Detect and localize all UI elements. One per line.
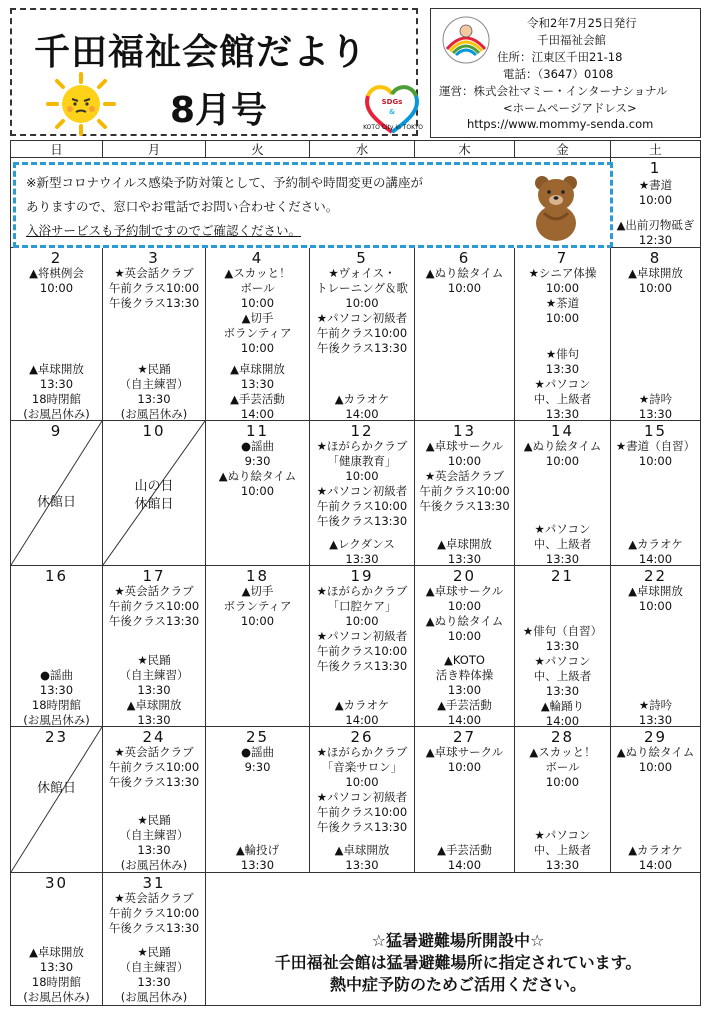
- event-ofuro: (お風呂休み): [120, 990, 188, 1004]
- event-gozen: 午前クラス10:00: [108, 281, 200, 295]
- event-karaoke: ▲カラオケ: [628, 537, 683, 551]
- event-time: 13:30: [545, 684, 580, 698]
- event-shigin: ★詩吟: [638, 698, 673, 712]
- day-number: 17: [142, 567, 166, 585]
- event-takkyu: ▲卓球開放: [628, 266, 683, 280]
- day-number: 23: [44, 728, 69, 746]
- event-kenko: 「健康教育」: [327, 454, 397, 468]
- event-sukatto-2: ボール: [545, 760, 580, 774]
- event-voice-2: トレーニング＆歌: [316, 281, 408, 295]
- day-number: 30: [44, 874, 69, 892]
- event-hamono: ▲出前刃物砥ぎ: [616, 218, 695, 232]
- event-eikaiwa: ★英会話クラブ: [114, 891, 194, 905]
- address: 住所：江東区千田21-18: [497, 50, 623, 64]
- day-8: [611, 248, 700, 421]
- event-time: 13:30: [39, 683, 74, 697]
- event-gogo: 午後クラス13:30: [108, 775, 200, 789]
- event-time: 10:00: [345, 469, 379, 483]
- sun-icon: [42, 72, 120, 136]
- event-pc: ★パソコン: [534, 828, 591, 842]
- event-ofuro: (お風呂休み): [120, 407, 188, 421]
- event-time: 10:00: [345, 614, 379, 628]
- event-gozen: 午前クラス10:00: [316, 499, 408, 513]
- event-gogo: 午後クラス13:30: [108, 614, 200, 628]
- event-close-time: 18時閉館: [31, 698, 82, 712]
- event-karaoke: ▲カラオケ: [334, 392, 390, 406]
- day-number: 14: [550, 422, 575, 440]
- event-time: 14:00: [638, 552, 673, 566]
- day-number: 9: [50, 422, 63, 440]
- day-19: [310, 566, 415, 727]
- event-time: 10:00: [545, 775, 580, 789]
- event-time: 10:00: [447, 629, 482, 643]
- event-time: 13:30: [638, 713, 673, 727]
- day-number: 27: [452, 728, 477, 746]
- day-26: [310, 727, 415, 873]
- day-number: 10: [142, 422, 166, 440]
- info-box: [430, 8, 701, 138]
- phone: 電話：（3647）0108: [503, 67, 614, 81]
- weekday-fri: 金: [515, 141, 611, 158]
- event-nurie: ▲ぬり絵タイム: [425, 614, 504, 628]
- event-ofuro: (お風呂休み): [120, 858, 188, 872]
- event-time: 10:00: [545, 454, 580, 468]
- newsletter-title: 千田福祉会館だより: [34, 32, 368, 73]
- event-yokyoku: ●謡曲: [240, 745, 275, 759]
- event-pc-mid: 中、上級者: [533, 537, 592, 551]
- event-time: 13:30: [240, 377, 275, 391]
- weekday-thu: 木: [415, 141, 515, 158]
- event-eikaiwa: ★英会話クラブ: [114, 584, 194, 598]
- notice-line-2: ありますので、窓口やお電話でお問い合わせください。: [26, 199, 339, 214]
- day-28: [515, 727, 611, 873]
- day-number: 5: [356, 249, 368, 267]
- event-gozen: 午前クラス10:00: [316, 644, 408, 658]
- day-number: 28: [550, 728, 575, 746]
- day-number: 4: [251, 249, 264, 267]
- event-time: 10:00: [345, 775, 379, 789]
- day-number: 3: [148, 249, 160, 267]
- event-eikaiwa: ★英会話クラブ: [114, 745, 194, 759]
- operator: 運営：株式会社マミー・インターナショナル: [439, 84, 668, 98]
- day-number: 11: [245, 422, 270, 440]
- event-time: 14:00: [447, 858, 482, 872]
- event-time: 13:30: [345, 858, 379, 872]
- event-gogo: 午後クラス13:30: [108, 296, 200, 310]
- event-gozen: 午前クラス10:00: [108, 906, 200, 920]
- day-4: [206, 248, 310, 421]
- heat-shelter-message: [216, 903, 700, 1006]
- homepage-url[interactable]: https://www.mommy-senda.com: [467, 117, 654, 131]
- holiday-label: 山の日: [134, 479, 174, 494]
- event-time: 13:30: [545, 552, 580, 566]
- event-close-time: 18時閉館: [31, 975, 82, 989]
- day-number: 31: [142, 874, 166, 892]
- day-number: 7: [556, 249, 569, 267]
- day-number: 29: [643, 728, 668, 746]
- day-27: [415, 727, 515, 873]
- event-time: 10:00: [447, 599, 482, 613]
- day-20: [415, 566, 515, 727]
- closed-label: 休館日: [134, 497, 174, 512]
- day-number: 13: [452, 422, 477, 440]
- event-pc-mid: 中、上級者: [533, 669, 592, 683]
- day-number: 16: [44, 567, 69, 585]
- day-17: [103, 566, 206, 727]
- event-volunteer: ボランティア: [223, 326, 292, 340]
- event-senior: ★シニア体操: [528, 266, 597, 280]
- day-15: [611, 421, 700, 566]
- event-ofuro: (お風呂休み): [23, 713, 90, 727]
- notice-box: [13, 162, 613, 248]
- mascot-logo: [439, 15, 493, 65]
- event-time: 10:00: [345, 296, 379, 310]
- day-1: [611, 158, 700, 248]
- event-koto-2: 活き粋体操: [435, 668, 494, 682]
- event-time: 13:30: [638, 407, 673, 421]
- event-time: 13:30: [137, 975, 171, 989]
- day-number: 1: [649, 159, 662, 177]
- weekday-wed: 水: [310, 141, 415, 158]
- event-time: 13:30: [447, 552, 482, 566]
- day-number: 19: [350, 567, 374, 585]
- closed-slash: [11, 727, 102, 872]
- event-pc-mid: 中、上級者: [533, 843, 592, 857]
- event-time: 14:00: [240, 407, 275, 421]
- event-time: 10:00: [545, 311, 580, 325]
- event-gogo: 午後クラス13:30: [316, 820, 408, 834]
- day-number: 6: [458, 249, 471, 267]
- event-time: 13:30: [137, 392, 171, 406]
- event-pc: ★パソコン: [534, 654, 591, 668]
- event-time: 10:00: [240, 296, 275, 310]
- event-takkyu: ▲卓球開放: [628, 584, 683, 598]
- event-gogo: 午後クラス13:30: [419, 499, 510, 513]
- event-wa-odori: ▲輪踊り: [540, 699, 585, 713]
- event-jishu: （自主練習）: [119, 668, 189, 682]
- day-number: 12: [350, 422, 374, 440]
- day-2: [11, 248, 103, 421]
- event-recdance: ▲レクダンス: [329, 537, 395, 551]
- event-time: 13:30: [39, 960, 74, 974]
- event-time: 12:30: [638, 233, 673, 247]
- event-eikaiwa: ★英会話クラブ: [114, 266, 194, 280]
- event-time: 13:30: [345, 552, 379, 566]
- event-time: 13:30: [137, 713, 171, 727]
- day-25: [206, 727, 310, 873]
- weekday-mon: 月: [103, 141, 206, 158]
- event-takkyu: ▲卓球開放: [29, 362, 84, 376]
- event-nurie: ▲ぬり絵タイム: [425, 266, 504, 280]
- event-time: 10:00: [638, 281, 673, 295]
- event-time: 13:00: [447, 683, 482, 697]
- day-9: [11, 421, 103, 566]
- event-time: 13:30: [39, 377, 74, 391]
- shelter-heading: ☆猛暑避難場所開設中☆: [371, 931, 545, 950]
- event-time: 10:00: [638, 760, 673, 774]
- event-time: 10:00: [240, 341, 275, 355]
- event-time: 13:30: [137, 683, 171, 697]
- calendar: [10, 140, 701, 1006]
- event-gozen: 午前クラス10:00: [316, 805, 408, 819]
- event-time: 9:30: [244, 760, 271, 774]
- event-nurie: ▲ぬり絵タイム: [616, 745, 695, 759]
- event-gozen: 午前クラス10:00: [108, 760, 200, 774]
- event-shogi: ▲将棋例会: [29, 266, 84, 280]
- event-karaoke: ▲カラオケ: [334, 698, 390, 712]
- bear-icon: [530, 173, 582, 241]
- notice-line-1: ※新型コロナウイルス感染予防対策として、予約制や時間変更の講座が: [26, 175, 423, 190]
- event-shugei: ▲手芸活動: [230, 392, 285, 406]
- event-time: 10:00: [545, 281, 580, 295]
- day-number: 26: [350, 728, 374, 746]
- closed-label: 休館日: [36, 781, 76, 796]
- event-pc-beginner: ★パソコン初級者: [316, 629, 408, 643]
- shelter-line-2: 千田福祉会館は猛暑避難場所に指定されています。: [274, 953, 642, 972]
- svg-text:&: &: [388, 108, 396, 116]
- event-time: 10:00: [447, 760, 482, 774]
- day-22: [611, 566, 700, 727]
- event-minyo: ★民踊: [137, 362, 171, 376]
- day-11: [206, 421, 310, 566]
- day-number: 21: [550, 567, 575, 585]
- event-takkyu: ▲卓球開放: [230, 362, 285, 376]
- day-number: 2: [50, 249, 63, 267]
- weekday-tue: 火: [206, 141, 310, 158]
- event-time: 13:30: [545, 362, 580, 376]
- event-sukatto: ▲スカッと！: [224, 266, 291, 280]
- event-gozen: 午前クラス10:00: [316, 326, 408, 340]
- day-number: 8: [649, 249, 662, 267]
- day-14: [515, 421, 611, 566]
- event-sado: ★茶道: [545, 296, 580, 310]
- event-volunteer: ボランティア: [223, 599, 292, 613]
- event-minyo: ★民踊: [137, 945, 171, 959]
- day-number: 25: [245, 728, 270, 746]
- event-takkyu: ▲卓球開放: [126, 698, 182, 712]
- issue-label: 8月号: [170, 90, 268, 131]
- weekday-sun: 日: [11, 141, 103, 158]
- event-time: 10:00: [447, 454, 482, 468]
- event-sukatto-2: ボール: [240, 281, 275, 295]
- day-3: [103, 248, 206, 421]
- event-gogo: 午後クラス13:30: [316, 514, 408, 528]
- day-23: [11, 727, 103, 873]
- event-minyo: ★民踊: [137, 653, 171, 667]
- day-30: [11, 873, 103, 1006]
- day-number: 20: [452, 567, 477, 585]
- event-ofuro: (お風呂休み): [23, 407, 90, 421]
- event-ofuro: (お風呂休み): [23, 990, 90, 1004]
- day-29: [611, 727, 700, 873]
- event-eikaiwa: ★英会話クラブ: [424, 469, 505, 483]
- issue-date: 令和2年7月25日発行: [527, 16, 637, 30]
- day-5: [310, 248, 415, 421]
- event-shugei: ▲手芸活動: [437, 698, 492, 712]
- event-time: 10:00: [638, 599, 673, 613]
- day-number: 24: [142, 728, 166, 746]
- day-6: [415, 248, 515, 421]
- event-time: 14:00: [638, 858, 673, 872]
- event-time: 10:00: [240, 484, 275, 498]
- event-voice: ★ヴォイス・: [328, 266, 396, 280]
- event-shugei: ▲手芸活動: [437, 843, 492, 857]
- event-takkyu-circle: ▲卓球サークル: [425, 584, 504, 598]
- org-name: 千田福祉会館: [537, 33, 606, 47]
- event-time: 14:00: [447, 713, 482, 727]
- day-number: 18: [245, 567, 270, 585]
- event-time: 10:00: [638, 454, 673, 468]
- event-time: 13:30: [545, 407, 580, 421]
- title-box: [10, 8, 423, 136]
- weekday-sat: 土: [611, 141, 700, 158]
- event-time: 10:00: [638, 193, 673, 207]
- event-jishu: （自主練習）: [119, 828, 189, 842]
- event-haiku: ★俳句: [545, 347, 580, 361]
- event-gogo: 午後クラス13:30: [316, 659, 408, 673]
- event-time: 14:00: [345, 407, 379, 421]
- event-pc-mid: 中、上級者: [533, 392, 592, 406]
- event-karaoke: ▲カラオケ: [628, 843, 683, 857]
- closed-label: 休館日: [36, 495, 76, 510]
- event-shodo-jishu: ★書道（自習）: [615, 439, 696, 453]
- event-hogaraka: ★ほがらかクラブ: [316, 439, 408, 453]
- day-7: [515, 248, 611, 421]
- event-pc-beginner: ★パソコン初級者: [316, 484, 408, 498]
- notice-line-3: 入浴サービスも予約制ですのでご確認ください。: [26, 223, 302, 238]
- event-takkyu: ▲卓球開放: [29, 945, 84, 959]
- homepage-label: <ホームページアドレス>: [503, 101, 637, 115]
- event-wanage: ▲輪投げ: [235, 843, 280, 857]
- event-shigin: ★詩吟: [638, 392, 673, 406]
- event-pc-beginner: ★パソコン初級者: [316, 311, 408, 325]
- event-pc: ★パソコン: [534, 522, 591, 536]
- event-ongaku: 「音楽サロン」: [321, 760, 403, 774]
- event-sukatto: ▲スカッと！: [529, 745, 596, 759]
- shelter-line-3: 熱中症予防のためご活用ください。: [329, 975, 586, 994]
- event-takkyu-circle: ▲卓球サークル: [425, 439, 504, 453]
- event-takkyu: ▲卓球開放: [437, 537, 492, 551]
- event-yokyoku: ●謡曲: [240, 439, 275, 453]
- event-jishu: （自主練習）: [119, 377, 189, 391]
- day-13: [415, 421, 515, 566]
- event-takkyu-circle: ▲卓球サークル: [425, 745, 504, 759]
- day-16: [11, 566, 103, 727]
- event-time: 9:30: [244, 454, 271, 468]
- event-time: 14:00: [545, 714, 580, 727]
- event-hogaraka: ★ほがらかクラブ: [316, 584, 408, 598]
- event-hogaraka: ★ほがらかクラブ: [316, 745, 408, 759]
- event-haiku-jishu: ★俳句（自習）: [522, 624, 603, 638]
- event-time: 10:00: [240, 614, 275, 628]
- event-nurie: ▲ぬり絵タイム: [523, 439, 602, 453]
- event-koto: ▲KOTO: [444, 653, 485, 667]
- svg-text:SDGs: SDGs: [381, 98, 403, 106]
- day-number: 22: [643, 567, 668, 585]
- day-24: [103, 727, 206, 873]
- event-koku: 「口腔ケア」: [327, 599, 397, 613]
- event-kitte: ▲切手: [241, 584, 274, 598]
- event-time: 13:30: [545, 639, 580, 653]
- event-gozen: 午前クラス10:00: [108, 599, 200, 613]
- event-shodo: ★書道: [638, 178, 673, 192]
- event-time: 10:00: [39, 281, 74, 295]
- event-time: 10:00: [447, 281, 482, 295]
- weekday-header: [11, 141, 700, 158]
- event-pc-beginner: ★パソコン初級者: [316, 790, 408, 804]
- event-kitte: ▲切手: [241, 311, 274, 325]
- event-jishu: （自主練習）: [119, 960, 189, 974]
- day-18: [206, 566, 310, 727]
- day-number: 15: [643, 422, 668, 440]
- event-time: 13:30: [545, 858, 580, 872]
- event-takkyu: ▲卓球開放: [334, 843, 390, 857]
- day-21: [515, 566, 611, 727]
- event-time: 14:00: [345, 713, 379, 727]
- event-gozen: 午前クラス10:00: [419, 484, 510, 498]
- event-close-time: 18時閉館: [31, 392, 82, 406]
- day-31: [103, 873, 206, 1006]
- event-time: 13:30: [137, 843, 171, 857]
- day-10: [103, 421, 206, 566]
- event-pc: ★パソコン: [534, 377, 591, 391]
- sdgs-caption: KOTO City in TOKYO: [363, 124, 423, 131]
- day-12: [310, 421, 415, 566]
- event-time: 13:30: [240, 858, 275, 872]
- event-nurie: ▲ぬり絵タイム: [218, 469, 297, 483]
- event-yokyoku: ●謡曲: [39, 668, 74, 682]
- event-gogo: 午後クラス13:30: [108, 921, 200, 935]
- event-gogo: 午後クラス13:30: [316, 341, 408, 355]
- event-minyo: ★民踊: [137, 813, 171, 827]
